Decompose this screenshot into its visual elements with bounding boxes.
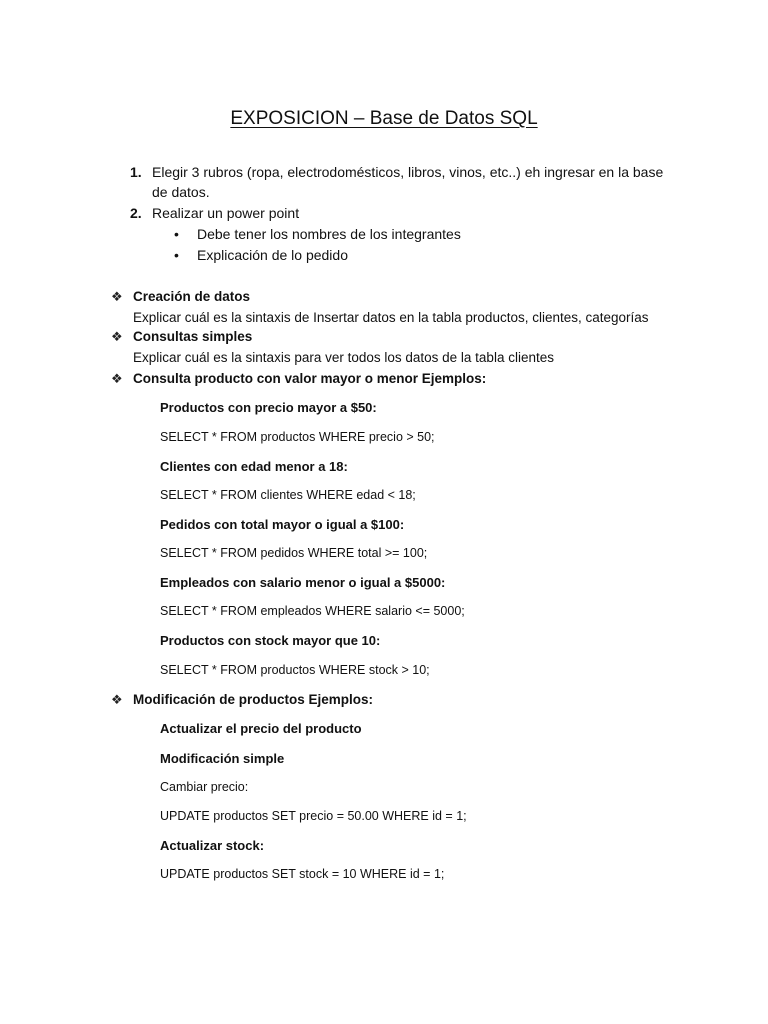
step-1-text-line2: de datos. [152,184,210,200]
example-label: Productos con precio mayor a $50: [160,400,377,415]
section-text-creacion: Explicar cuál es la sintaxis de Insertar datos en la tabla productos, clientes, categorías [133,310,649,325]
document-title-text: EXPOSICION – Base de Datos SQL [230,108,538,129]
modification-subtitle: Actualizar el precio del producto [160,721,362,736]
example-sql: SELECT * FROM productos WHERE precio > 50; [160,430,435,444]
example-sql: UPDATE productos SET stock = 10 WHERE id = 1; [160,867,445,881]
sub-bullet-1: Debe tener los nombres de los integrantes [197,226,461,242]
section-heading-consulta-valor: Consulta producto con valor mayor o menor Ejemplos: [133,371,487,386]
diamond-bullet-icon: ❖ [111,329,123,344]
bullet-icon: • [174,226,179,242]
example-label: Productos con stock mayor que 10: [160,633,381,648]
document-title [0,108,768,130]
example-sql: SELECT * FROM clientes WHERE edad < 18; [160,488,416,502]
diamond-bullet-icon: ❖ [111,371,123,386]
step-2-text: Realizar un power point [152,205,300,221]
section-text-consultas: Explicar cuál es la sintaxis para ver todos los datos de la tabla clientes [133,350,554,365]
example-sql: UPDATE productos SET precio = 50.00 WHERE id = 1; [160,809,467,823]
section-heading-modificacion: Modificación de productos Ejemplos: [133,692,374,707]
example-sql: SELECT * FROM pedidos WHERE total >= 100; [160,546,428,560]
example-sql: SELECT * FROM productos WHERE stock > 10; [160,663,430,677]
example-label: Clientes con edad menor a 18: [160,459,348,474]
step-1-number: 1. [130,164,142,180]
section-heading-creacion: Creación de datos [133,289,251,304]
step-2-number: 2. [130,205,142,221]
diamond-bullet-icon: ❖ [111,289,123,304]
example-label: Empleados con salario menor o igual a $5000: [160,575,446,590]
step-1-text-line1: Elegir 3 rubros (ropa, electrodomésticos, libros, vinos, etc..) eh ingresar en la base [152,164,664,180]
section-heading-consultas: Consultas simples [133,329,253,344]
example-sql: SELECT * FROM empleados WHERE salario <= 5000; [160,604,465,618]
change-price-label: Cambiar precio: [160,780,249,794]
diamond-bullet-icon: ❖ [111,692,123,707]
sub-bullet-2: Explicación de lo pedido [197,247,348,263]
modification-subtitle: Modificación simple [160,751,285,766]
example-label: Pedidos con total mayor o igual a $100: [160,517,405,532]
update-stock-label: Actualizar stock: [160,838,265,853]
bullet-icon: • [174,247,179,263]
